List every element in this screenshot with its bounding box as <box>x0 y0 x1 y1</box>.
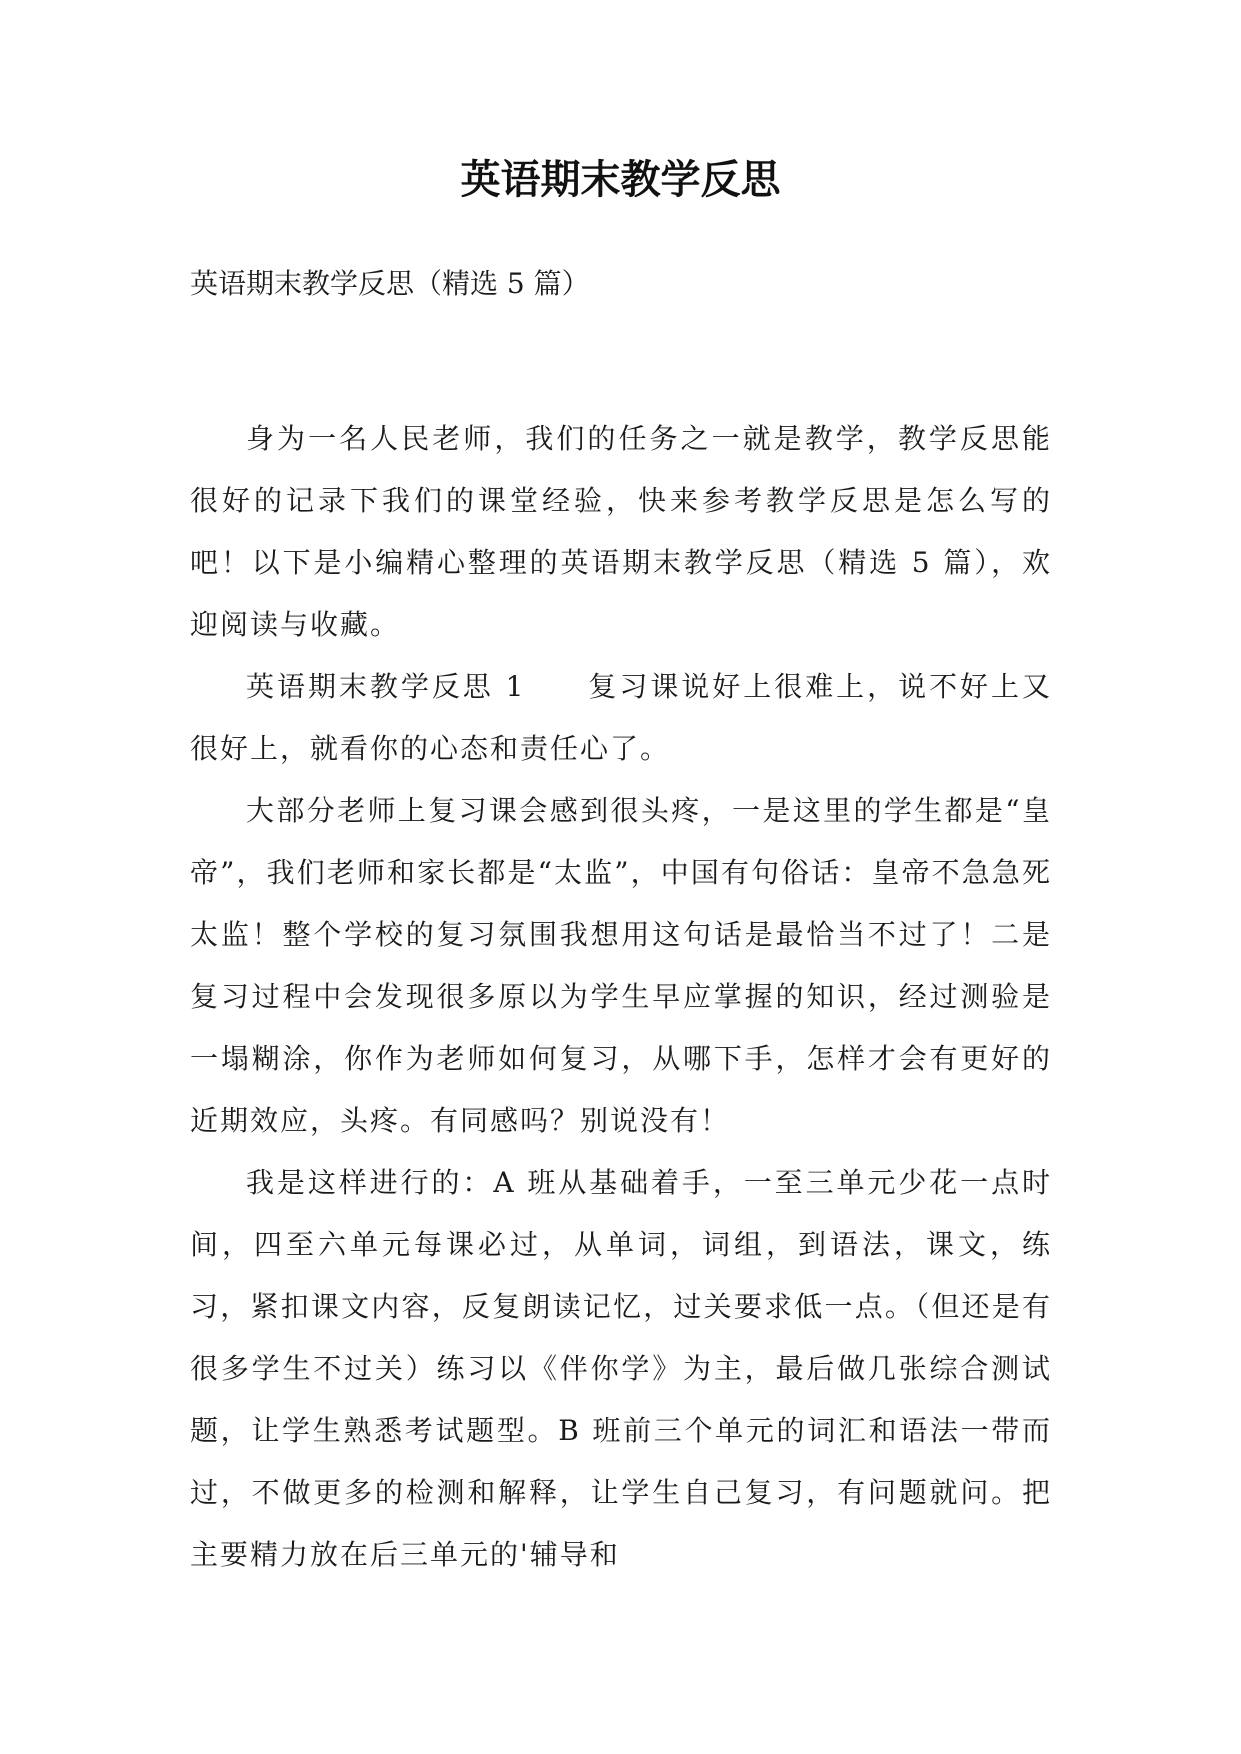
paragraph-intro: 身为一名人民老师，我们的任务之一就是教学，教学反思能很好的记录下我们的课堂经验，快来参考教学反思是怎么写的吧！以下是小编精心整理的英语期末教学反思（精选 5 篇），欢迎阅读与收藏。 <box>190 422 1052 641</box>
document-body <box>190 408 1052 1586</box>
document-subtitle: 英语期末教学反思（精选 5 篇） <box>190 267 590 300</box>
document-title: 英语期末教学反思 <box>460 157 781 203</box>
paragraph-section-1-heading: 英语期末教学反思 1 复习课说好上很难上，说不好上又很好上，就看你的心态和责任心了。 <box>190 670 1052 765</box>
paragraph-review-method: 我是这样进行的：A 班从基础着手，一至三单元少花一点时间，四至六单元每课必过，从单词，词组，到语法，课文，练习，紧扣课文内容，反复朗读记忆，过关要求低一点。（但还是有很多学生不过关）练习以《伴你学》为主，最后做几张综合测试题，让学生熟悉考试题型。B 班前三个单元的词汇和语法一带而过，不做更多的检测和解释，让学生自己复习，有问题就问。把主要精力放在后三单元的'辅导和 <box>190 1166 1052 1571</box>
paragraph-review-challenges: 大部分老师上复习课会感到很头疼，一是这里的学生都是“皇帝”，我们老师和家长都是“太监”，中国有句俗话：皇帝不急急死太监！整个学校的复习氛围我想用这句话是最恰当不过了！二是复习过程中会发现很多原以为学生早应掌握的知识，经过测验是一塌糊涂，你作为老师如何复习，从哪下手，怎样才会有更好的近期效应，头疼。有同感吗？别说没有！ <box>190 794 1052 1137</box>
